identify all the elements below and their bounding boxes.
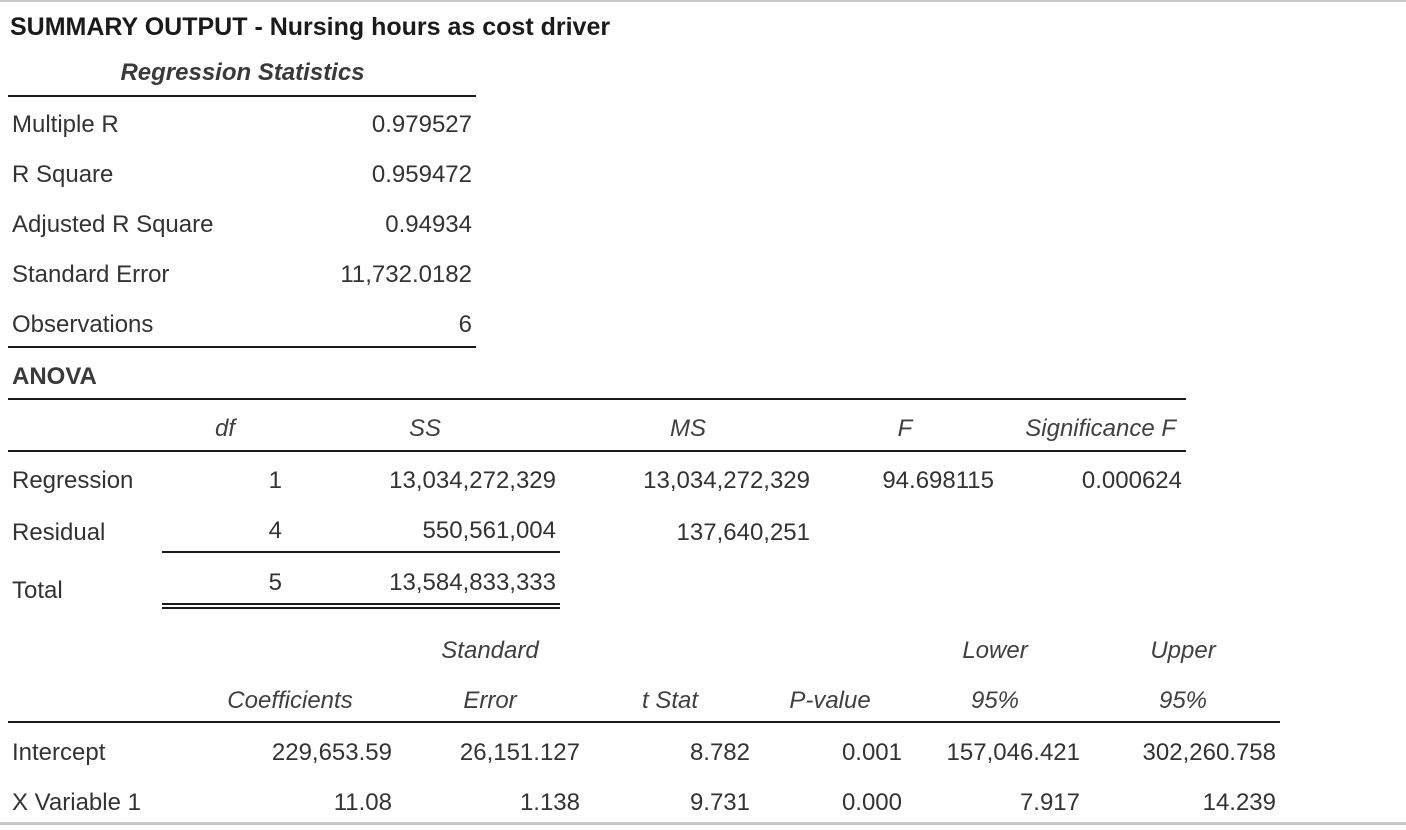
- coef-upper95: 14.239: [1202, 789, 1276, 816]
- anova-ms: 137,640,251: [676, 519, 810, 546]
- coef-row-label: X Variable 1: [12, 789, 141, 816]
- stat-value: 6: [458, 311, 472, 338]
- coef-header-pvalue: P-value: [789, 687, 871, 714]
- anova-df: 5: [268, 569, 282, 596]
- coef-pvalue: 0.001: [841, 739, 902, 766]
- stat-label: Multiple R: [12, 111, 119, 138]
- anova-row-label: Total: [12, 577, 63, 604]
- divider: [8, 721, 1280, 723]
- divider: [8, 450, 1186, 452]
- coef-value: 229,653.59: [271, 739, 392, 766]
- coef-tstat: 8.782: [689, 739, 750, 766]
- stat-label: R Square: [12, 161, 114, 188]
- stat-value: 0.959472: [371, 161, 472, 188]
- anova-ss: 13,034,272,329: [389, 467, 556, 494]
- coef-header-lower-line2: 95%: [970, 687, 1020, 714]
- stat-value: 0.94934: [385, 211, 472, 238]
- bottom-border: [0, 822, 1406, 825]
- stat-value: 0.979527: [371, 111, 472, 138]
- anova-header-df: df: [214, 415, 235, 442]
- anova-df: 1: [268, 467, 282, 494]
- stat-label: Adjusted R Square: [12, 211, 214, 238]
- regression-statistics-header: Regression Statistics: [120, 59, 365, 86]
- anova-header-ms: MS: [670, 415, 706, 442]
- coef-header-upper-line1: Upper: [1150, 637, 1216, 664]
- anova-df: 4: [268, 517, 282, 544]
- coef-lower95: 157,046.421: [946, 739, 1080, 766]
- coef-header-se-line1: Standard: [441, 637, 539, 664]
- divider: [8, 346, 476, 348]
- coef-header-tstat: t Stat: [641, 687, 699, 714]
- coef-pvalue: 0.000: [841, 789, 902, 816]
- summary-title: SUMMARY OUTPUT - Nursing hours as cost driver: [10, 13, 611, 41]
- anova-row-label: Regression: [12, 467, 134, 494]
- coef-value: 11.08: [333, 789, 392, 816]
- anova-ss: 13,584,833,333: [389, 569, 556, 596]
- coef-standard-error: 1.138: [519, 789, 580, 816]
- stat-label: Observations: [12, 311, 154, 338]
- anova-header-ss: SS: [408, 415, 441, 442]
- anova-header-significance: Significance F: [1025, 415, 1176, 442]
- coef-header-lower-line1: Lower: [962, 637, 1028, 664]
- anova-ms: 13,034,272,329: [643, 467, 810, 494]
- coef-header-se-line2: Error: [463, 687, 517, 714]
- coef-header-upper-line2: 95%: [1158, 687, 1208, 714]
- anova-f: 94.698115: [882, 467, 994, 494]
- stat-label: Standard Error: [12, 261, 170, 288]
- anova-title: ANOVA: [12, 363, 97, 390]
- coef-row-label: Intercept: [12, 739, 106, 766]
- coef-header-coefficients: Coefficients: [227, 687, 353, 714]
- coef-tstat: 9.731: [689, 789, 750, 816]
- anova-row-label: Residual: [12, 519, 106, 546]
- top-border: [0, 0, 1406, 2]
- double-divider: [162, 603, 560, 609]
- stat-value: 11,732.0182: [340, 261, 472, 288]
- anova-ss: 550,561,004: [422, 517, 556, 544]
- divider: [8, 95, 476, 97]
- divider: [8, 398, 1186, 400]
- anova-significance: 0.000624: [1081, 467, 1182, 494]
- coef-standard-error: 26,151.127: [459, 739, 580, 766]
- coef-upper95: 302,260.758: [1142, 739, 1276, 766]
- divider: [162, 551, 560, 553]
- coef-lower95: 7.917: [1019, 789, 1080, 816]
- anova-header-f: F: [897, 415, 913, 442]
